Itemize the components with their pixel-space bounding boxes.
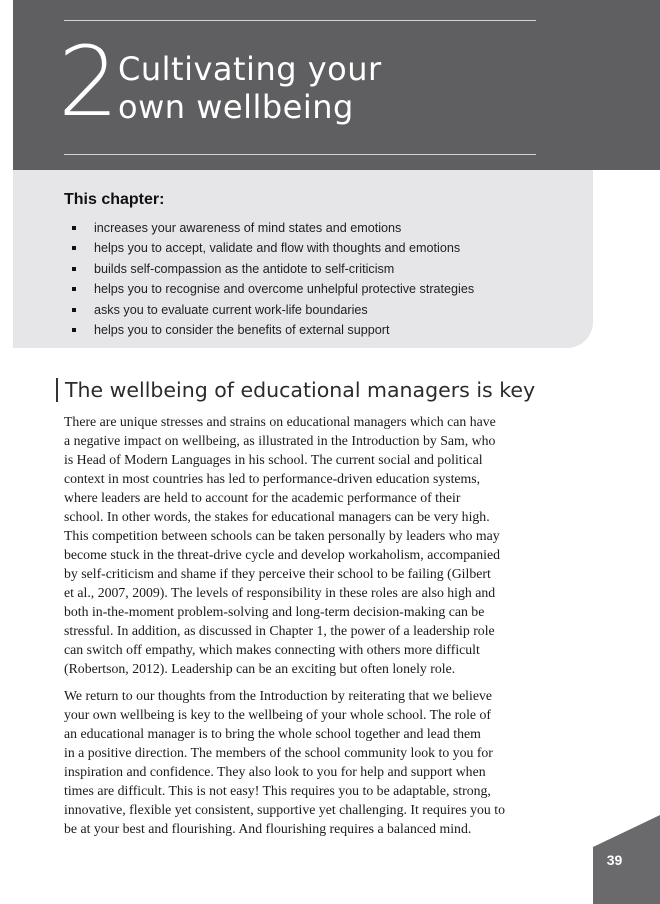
summary-list-item — [64, 259, 474, 279]
body-text — [64, 412, 544, 846]
summary-list-item — [64, 320, 474, 340]
header-rule-bottom — [64, 154, 536, 155]
body-line: innovative, flexible yet consistent, supportive yet challenging. It requires you to — [64, 802, 506, 817]
summary-item-text: builds self-compassion as the antidote to self-criticism — [94, 261, 395, 276]
summary-item-text: asks you to evaluate current work-life boundaries — [94, 302, 368, 317]
chapter-title — [118, 50, 498, 126]
body-line: can switch off empathy, which makes connecting with others more difficult — [64, 642, 480, 657]
body-line: where leaders are held to account for the academic performance of their — [64, 490, 461, 505]
body-line: times are difficult. This is not easy! This requires you to be adaptable, strong, — [64, 783, 491, 798]
square-bullet-icon — [72, 287, 76, 291]
summary-list-item — [64, 279, 474, 299]
chapter-number: 2 — [58, 26, 116, 138]
header-rule-top — [64, 20, 536, 21]
body-line: et al., 2007, 2009). The levels of responsibility in these roles are also high and — [64, 585, 496, 600]
chapter-title-line: own wellbeing — [118, 88, 354, 126]
square-bullet-icon — [72, 308, 76, 312]
body-line: inspiration and confidence. They also look to you for help and support when — [64, 764, 486, 779]
square-bullet-icon — [72, 246, 76, 250]
summary-item-text: helps you to accept, validate and flow with thoughts and emotions — [94, 241, 461, 256]
body-line: context in most countries has led to performance-driven education systems, — [64, 471, 481, 486]
body-line: school. In other words, the stakes for educational managers can be very high. — [64, 509, 490, 524]
summary-list-item — [64, 238, 474, 258]
square-bullet-icon — [72, 226, 76, 230]
body-line: become stuck in the threat-drive cycle and develop workaholism, accompanied — [64, 547, 500, 562]
body-line: your own wellbeing is key to the wellbeing of your whole school. The role of — [64, 707, 491, 722]
summary-item-text: increases your awareness of mind states and emotions — [94, 221, 402, 235]
body-line: (Robertson, 2012). Leadership can be an exciting but often lonely role. — [64, 661, 456, 676]
summary-list — [64, 218, 474, 340]
page-number: 39 — [606, 852, 623, 868]
summary-heading: This chapter: — [64, 191, 165, 208]
section-heading-bar — [56, 378, 58, 402]
chapter-summary-box — [13, 170, 593, 348]
body-line: an educational manager is to bring the whole school together and lead them — [64, 726, 481, 741]
body-line: in a positive direction. The members of the school community look to you for — [64, 745, 493, 760]
body-line: This competition between schools can be taken personally by leaders who may — [64, 528, 500, 543]
summary-item-text: helps you to consider the benefits of external support — [94, 322, 390, 337]
summary-list-item — [64, 300, 474, 320]
body-line: There are unique stresses and strains on educational managers which can have — [64, 414, 496, 429]
chapter-title-line: Cultivating your — [118, 50, 382, 88]
body-line: is Head of Modern Languages in his school. The current social and political — [64, 452, 483, 467]
body-paragraph-2 — [64, 686, 544, 838]
body-paragraph-1 — [64, 412, 544, 678]
body-line: both in-the-moment problem-solving and long-term decision-making can be — [64, 604, 485, 619]
section-heading: The wellbeing of educational managers is key — [65, 378, 536, 402]
body-line: by self-criticism and shame if they perceive their school to be failing (Gilbert — [64, 566, 491, 581]
square-bullet-icon — [72, 267, 76, 271]
body-line: We return to our thoughts from the Introduction by reiterating that we believe — [64, 688, 492, 703]
body-line: be at your best and flourishing. And flourishing requires a balanced mind. — [64, 821, 472, 836]
summary-item-text: helps you to recognise and overcome unhelpful protective strategies — [94, 282, 475, 297]
summary-list-item — [64, 218, 474, 238]
body-line: stressful. In addition, as discussed in Chapter 1, the power of a leadership role — [64, 623, 495, 638]
body-line: a negative impact on wellbeing, as illustrated in the Introduction by Sam, who — [64, 433, 496, 448]
square-bullet-icon — [72, 328, 76, 332]
